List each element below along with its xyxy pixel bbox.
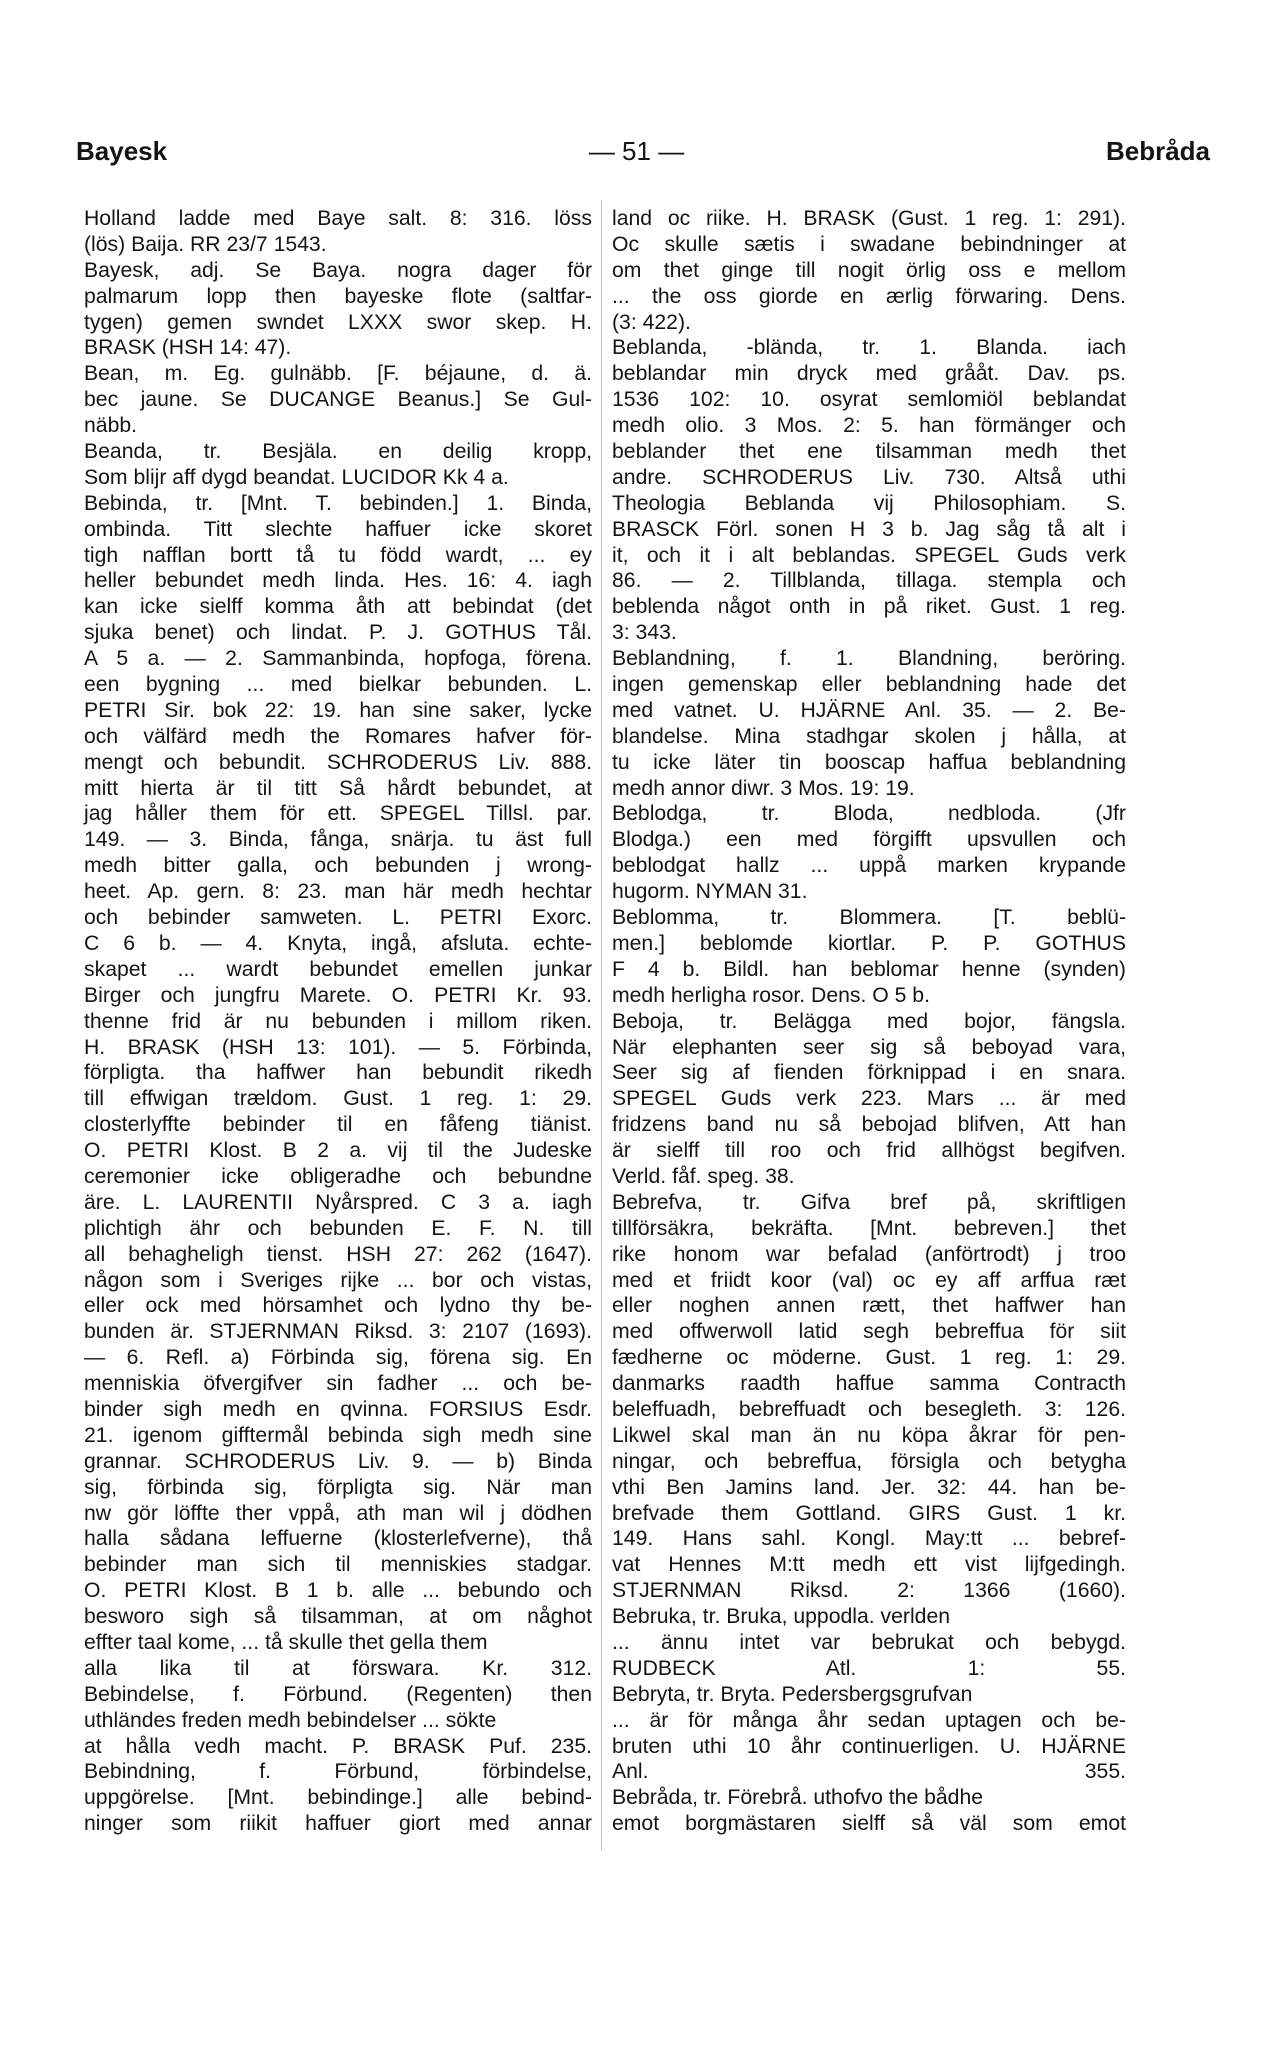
- text-line: När elephanten seer sig så beboyad vara,: [612, 1035, 1126, 1059]
- text-line: jag håller them för ett. SPEGEL Tillsl. par.: [84, 802, 592, 826]
- text-line: brefvade them Gottland. GIRS Gust. 1 kr.: [612, 1501, 1126, 1525]
- text-line: menniskia öfvergifver sin fadher ... och be-: [84, 1372, 592, 1396]
- text-line: BRASCK Förl. sonen H 3 b. Jag såg tå alt i: [612, 517, 1126, 541]
- column-divider: [601, 200, 602, 1850]
- text-line: grannar. SCHRODERUS Liv. 9. — b) Binda: [84, 1449, 592, 1473]
- text-line: bruten uthi 10 åhr continuerligen. U. HJÄRNE: [612, 1734, 1126, 1758]
- text-line: till effwigan trældom. Gust. 1 reg. 1: 29.: [84, 1087, 592, 1111]
- text-line: 149. Hans sahl. Kongl. May:tt ... bebref-: [612, 1527, 1126, 1551]
- text-line: tillförsäkra, bekräfta. [Mnt. bebreven.] thet: [612, 1216, 1126, 1240]
- text-line: beblander thet ene tilsamman medh thet: [612, 440, 1126, 464]
- text-line: bunden är. STJERNMAN Riksd. 3: 2107 (1693).: [84, 1320, 592, 1344]
- text-line: halla sådana leffuerne (klosterlefverne), thå: [84, 1527, 592, 1551]
- text-line: med offwerwoll latid segh bebreffua för siit: [612, 1320, 1126, 1344]
- text-line: besworo sigh så tilsamman, at om någhot: [84, 1605, 592, 1629]
- text-line: Bebryta, tr. Bryta. Pedersbergsgrufvan: [612, 1682, 973, 1706]
- text-line: vat Hennes M:tt medh ett vist lijfgedingh.: [612, 1553, 1126, 1577]
- text-line: beblandar min dryck med grååt. Dav. ps.: [612, 362, 1126, 386]
- text-line: uthländes freden medh bebindelser ... sökte: [84, 1708, 497, 1732]
- text-line: ningar, och bebreffua, försigla och betygha: [612, 1449, 1126, 1473]
- text-line: skapet ... wardt bebundet emellen junkar: [84, 957, 592, 981]
- text-line: Bebindning, f. Förbund, förbindelse,: [84, 1760, 592, 1784]
- text-line: vthi Ben Jamins land. Jer. 32: 44. han be-: [612, 1475, 1126, 1499]
- text-line: PETRI Sir. bok 22: 19. han sine saker, lycke: [84, 698, 592, 722]
- text-line: sig, förbinda sig, förpligta sig. När man: [84, 1475, 592, 1499]
- text-line: SPEGEL Guds verk 223. Mars ... är med: [612, 1087, 1126, 1111]
- text-line: nw gör löffte ther vppå, ath man wil j dödhen: [84, 1501, 592, 1525]
- page-number: — 51 —: [588, 136, 685, 166]
- text-line: ingen gemenskap eller beblandning hade det: [612, 673, 1126, 697]
- text-line: Bean, m. Eg. gulnäbb. [F. béjaune, d. ä.: [84, 362, 592, 386]
- text-line: it, och it i alt beblandas. SPEGEL Guds verk: [612, 543, 1126, 567]
- text-line: (3: 422).: [612, 310, 691, 334]
- text-line: plichtigh ähr och bebunden E. F. N. till: [84, 1216, 592, 1240]
- text-line: STJERNMAN Riksd. 2: 1366 (1660).: [612, 1579, 1126, 1603]
- text-line: tu icke läter tin booscap haffua beblandning: [612, 750, 1126, 774]
- text-line: O. PETRI Klost. B 1 b. alle ... bebundo och: [84, 1579, 592, 1603]
- text-line: Som blijr aff dygd beandat. LUCIDOR Kk 4 a.: [84, 465, 509, 489]
- text-line: någon som i Sveriges rijke ... bor och vistas,: [84, 1268, 592, 1292]
- text-line: BRASK (HSH 14: 47).: [84, 336, 292, 360]
- text-line: medh herligha rosor. Dens. O 5 b.: [612, 983, 930, 1007]
- text-line: 86. — 2. Tillblanda, tillaga. stempla och: [612, 569, 1126, 593]
- text-line: een bygning ... med bielkar bebunden. L.: [84, 673, 592, 697]
- text-line: 149. — 3. Binda, fånga, snärja. tu äst full: [84, 828, 592, 852]
- text-line: Oc skulle sætis i swadane bebindninger at: [612, 232, 1126, 256]
- right-headword: Bebråda: [1105, 136, 1210, 166]
- text-line: — 6. Refl. a) Förbinda sig, förena sig. En: [84, 1346, 592, 1370]
- text-line: Beboja, tr. Belägga med bojor, fängsla.: [612, 1009, 1126, 1033]
- text-line: bebinder man sich til menniskies stadgar.: [84, 1553, 592, 1577]
- text-line: 3: 343.: [612, 621, 677, 645]
- text-line: at hålla vedh macht. P. BRASK Puf. 235.: [84, 1734, 592, 1758]
- text-line: H. BRASK (HSH 13: 101). — 5. Förbinda,: [84, 1035, 592, 1059]
- text-line: beleffuadh, bebreffuadt och besegleth. 3: 126.: [612, 1397, 1126, 1421]
- text-line: tigh nafflan bortt tå tu född wardt, ... ey: [84, 543, 592, 567]
- text-line: och bebinder samweten. L. PETRI Exorc.: [84, 906, 592, 930]
- text-line: F 4 b. Bildl. han beblomar henne (synden): [612, 957, 1126, 981]
- text-line: fridzens band nu så bebojad blifven, Att han: [612, 1113, 1126, 1137]
- text-line: Birger och jungfru Marete. O. PETRI Kr. 93.: [84, 983, 592, 1007]
- text-line: eller ock med hörsamhet och lydno thy be-: [84, 1294, 592, 1318]
- text-line: kan icke sielff komma åth att bebindat (det: [84, 595, 592, 619]
- text-line: Bebråda, tr. Förebrå. uthofvo the bådhe: [612, 1786, 984, 1810]
- text-line: alla lika til at förswara. Kr. 312.: [84, 1656, 592, 1680]
- text-line: medh olio. 3 Mos. 2: 5. han förmänger och: [612, 414, 1126, 438]
- text-line: ... är för många åhr sedan uptagen och be-: [612, 1708, 1126, 1732]
- text-line: Verld. fåf. speg. 38.: [612, 1164, 795, 1188]
- text-line: Bebruka, tr. Bruka, uppodla. verlden: [612, 1605, 951, 1629]
- text-line: med et friidt koor (val) oc ey aff arffua ræt: [612, 1268, 1126, 1292]
- text-line: closterlyffte bebinder til en fåfeng tiänist.: [84, 1113, 592, 1137]
- text-line: ninger som riikit haffuer giort med annar: [84, 1812, 592, 1836]
- text-line: medh annor diwr. 3 Mos. 19: 19.: [612, 776, 915, 800]
- text-line: bec jaune. Se DUCANGE Beanus.] Se Gul-: [84, 388, 592, 412]
- text-line: C 6 b. — 4. Knyta, ingå, afsluta. echte-: [84, 931, 592, 955]
- text-line: Beblodga, tr. Bloda, nedbloda. (Jfr: [612, 802, 1126, 826]
- text-line: A 5 a. — 2. Sammanbinda, hopfoga, förena.: [84, 647, 592, 671]
- text-line: ceremonier icke obligeradhe och bebundne: [84, 1164, 592, 1188]
- text-line: 1536 102: 10. osyrat semlomiöl beblandat: [612, 388, 1126, 412]
- text-line: Bebinda, tr. [Mnt. T. bebinden.] 1. Binda,: [84, 491, 592, 515]
- text-line: fædherne oc möderne. Gust. 1 reg. 1: 29.: [612, 1346, 1126, 1370]
- text-line: beblenda något onth in på riket. Gust. 1 reg.: [612, 595, 1126, 619]
- text-line: uppgörelse. [Mnt. bebindinge.] alle bebind-: [84, 1786, 592, 1810]
- text-line: effter taal kome, ... tå skulle thet gella them: [84, 1630, 488, 1654]
- text-line: Anl. 355.: [612, 1760, 1126, 1784]
- text-line: emot borgmästaren sielff så väl som emot: [612, 1812, 1126, 1836]
- text-line: blandelse. Mina stadhgar skolen j hålla, at: [612, 724, 1126, 748]
- text-line: (lös) Baija. RR 23/7 1543.: [84, 232, 327, 256]
- text-line: och välfärd medh the Romares hafver för-: [84, 724, 592, 748]
- text-line: förpligta. tha haffwer han bebundit rikedh: [84, 1061, 592, 1085]
- text-line: Holland ladde med Baye salt. 8: 316. löss: [84, 207, 592, 230]
- text-line: palmarum lopp then bayeske flote (saltfar-: [84, 284, 592, 308]
- text-line: medh bitter galla, och bebunden j wrong-: [84, 854, 592, 878]
- text-line: Beblandning, f. 1. Blandning, beröring.: [612, 647, 1126, 671]
- text-line: danmarks raadth haffue samma Contracth: [612, 1372, 1126, 1396]
- text-line: land oc riike. H. BRASK (Gust. 1 reg. 1: 291).: [612, 207, 1126, 230]
- text-line: eller noghen annen rætt, thet haffwer han: [612, 1294, 1126, 1318]
- left-column: [84, 206, 592, 1837]
- text-line: ... ännu intet var bebrukat och bebygd.: [612, 1630, 1126, 1654]
- text-line: heet. Ap. gern. 8: 23. man här medh hechtar: [84, 880, 592, 904]
- text-line: mitt hierta är til titt Så hårdt bebundet, at: [84, 776, 592, 800]
- text-line: näbb.: [84, 414, 138, 438]
- text-line: äre. L. LAURENTII Nyårspred. C 3 a. iagh: [84, 1190, 592, 1214]
- text-line: men.] beblomde kiortlar. P. P. GOTHUS: [612, 931, 1126, 955]
- running-header: [76, 136, 1210, 167]
- text-line: heller bebundet medh linda. Hes. 16: 4. iagh: [84, 569, 592, 593]
- left-headword: Bayesk: [76, 136, 168, 166]
- text-line: hugorm. NYMAN 31.: [612, 880, 808, 904]
- text-line: rike honom war befalad (anförtrodt) j troo: [612, 1242, 1126, 1266]
- text-line: Likwel skal man än nu köpa åkrar för pen-: [612, 1423, 1126, 1447]
- text-line: thenne frid är nu bebunden i millom riken.: [84, 1009, 592, 1033]
- text-line: andre. SCHRODERUS Liv. 730. Altså uthi: [612, 465, 1126, 489]
- text-line: är sielff till roo och frid allhögst begifven.: [612, 1139, 1126, 1163]
- text-line: Bebindelse, f. Förbund. (Regenten) then: [84, 1682, 592, 1706]
- text-line: mengt och bebundit. SCHRODERUS Liv. 888.: [84, 750, 592, 774]
- text-line: tygen) gemen swndet LXXX swor skep. H.: [84, 310, 592, 334]
- text-line: RUDBECK Atl. 1: 55.: [612, 1656, 1126, 1680]
- text-line: med vatnet. U. HJÄRNE Anl. 35. — 2. Be-: [612, 698, 1126, 722]
- text-line: Beblomma, tr. Blommera. [T. beblü-: [612, 906, 1126, 930]
- text-line: O. PETRI Klost. B 2 a. vij til the Judeske: [84, 1139, 592, 1163]
- text-line: Bebrefva, tr. Gifva bref på, skriftligen: [612, 1190, 1126, 1214]
- text-line: beblodgat hallz ... uppå marken krypande: [612, 854, 1126, 878]
- text-line: 21. igenom gifftermål bebinda sigh medh sine: [84, 1423, 592, 1447]
- text-line: all behagheligh tienst. HSH 27: 262 (1647).: [84, 1242, 592, 1266]
- right-column: [612, 206, 1126, 1837]
- text-line: Theologia Beblanda vij Philosophiam. S.: [612, 491, 1126, 515]
- text-line: Beanda, tr. Besjäla. en deilig kropp,: [84, 440, 592, 464]
- text-line: ... the oss giorde en ærlig förwaring. Dens.: [612, 284, 1126, 308]
- text-line: Beblanda, -blända, tr. 1. Blanda. iach: [612, 336, 1126, 360]
- text-line: ombinda. Titt slechte haffuer icke skoret: [84, 517, 592, 541]
- text-line: om thet ginge till nogit örlig oss e mellom: [612, 258, 1126, 282]
- text-line: Seer sig af fienden förknippad i en snara.: [612, 1061, 1126, 1085]
- text-line: sjuka benet) och lindat. P. J. GOTHUS Tål.: [84, 621, 592, 645]
- text-line: Bayesk, adj. Se Baya. nogra dager för: [84, 258, 592, 282]
- text-line: binder sigh medh en qvinna. FORSIUS Esdr.: [84, 1397, 592, 1421]
- text-line: Blodga.) een med förgifft upsvullen och: [612, 828, 1126, 852]
